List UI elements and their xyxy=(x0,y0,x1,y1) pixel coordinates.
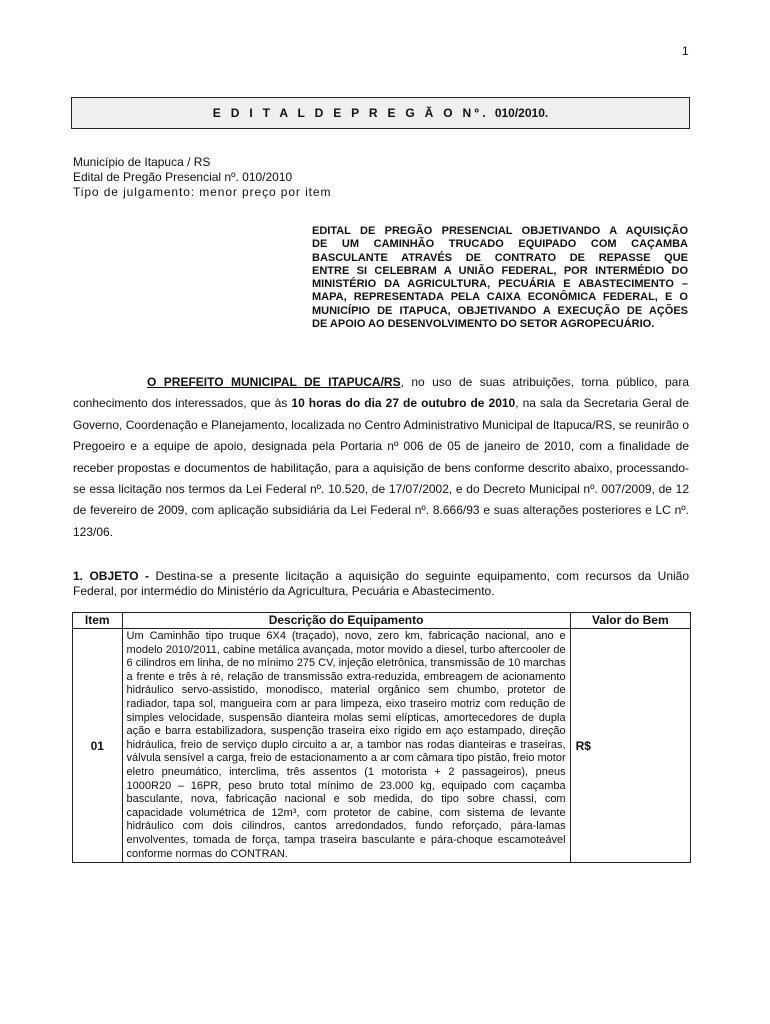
edital-title: E D I T A L D E P R E G Ã O Nº. xyxy=(212,106,489,120)
edital-title-box xyxy=(71,97,690,129)
edital-reference-line: Edital de Pregão Presencial nº. 010/2010 xyxy=(73,170,293,184)
table-row xyxy=(73,629,691,863)
summary-line: BASCULANTE ATRAVÉS DE CONTRATO DE REPASSE QUE xyxy=(312,251,688,264)
edital-number: 010/2010. xyxy=(494,106,549,120)
summary-line: ENTRE SI CELEBRAM A UNIÃO FEDERAL, POR INTERMÉDIO DO xyxy=(312,264,688,277)
summary-line: MUNICÍPIO DE ITAPUCA, OBJETIVANDO A EXECUÇÃO DE AÇÕES xyxy=(312,304,688,317)
item-number: 01 xyxy=(73,629,123,863)
object-text: Destina-se a presente licitação a aquisição do seguinte equipamento, com recursos da União Federal, por intermédio do Ministério da Agricultura, Pecuária e Abastecimento. xyxy=(73,569,690,598)
item-description: Um Caminhão tipo truque 6X4 (traçado), novo, zero km, fabricação nacional, ano e modelo 2010/2011, cabine metálica avançada, motor movido a diesel, turbo aftercooler de 6 cilindros em linha, de no mínimo 275 CV, injeção eletrônica, transmissão de 10 marchas a frente e três à ré, relação de transmissão extra-reduzida, embreagem de acionamento hidráulico servo-assistido, monodisco, material orgânico sem chumbo, protetor de radiador, tapa sol, mangueira com ar para limpeza, eixo traseiro motriz com redução de simples velocidade, suspensão dianteira molas semi elípticas, amortecedores de dupla ação e barra estabilizadora, suspenção traseira eixo rígido em aço estampado, direção hidráulica, freio de serviço duplo circuito a ar, a tambor nas rodas dianteiras e traseiras, válvula sensível a carga, freio de estacionamento a ar com câmara tipo pistão, freio motor eletro pneumático, interclima, três assentos (1 motorista + 2 passageiros), pneus 1000R20 – 16PR, peso bruto total mínimo de 23.000 kg, equipado com caçamba basculante, nova, fabricação nacional e sob medida, do tipo sobre chassi, com capacidade volumétrica de 12m³, com protetor de cabine, com sistema de levante hidráulico com dois cilindros, cantos arredondados, fundo reforçado, pára-lamas envolventes, tomada de força, tampa traseira basculante e pára-choque escamoteável conforme normas do CONTRAN. xyxy=(122,629,570,863)
preamble-text-2: , na sala da Secretaria Geral de Governo, Coordenação e Planejamento, localizada no Centro Administrativo Municipal de Itapuca/RS, se reunirão o Pregoeiro e a equipe de apoio, designada pela Portaria nº 006 de 05 de janeiro de 2010, com a finalidade de receber propostas e documentos de habilitação, para a aquisição de bens conforme descrito abaixo, processando-se essa licitação nos termos da Lei Federal nº. 10.520, de 17/07/2002, e do Decreto Municipal nº. 007/2009, de 12 de fevereiro de 2009, com aplicação subsidiária da Lei Federal nº. 8.666/93 e suas alterações posteriores e LC nº. 123/06. xyxy=(73,396,689,539)
summary-line: MINISTÉRIO DA AGRICULTURA, PECUÁRIA E ABASTECIMENTO – xyxy=(312,278,688,291)
header-item: Item xyxy=(73,613,123,629)
mayor-heading: O PREFEITO MUNICIPAL DE ITAPUCA/RS xyxy=(147,375,401,389)
session-datetime: 10 horas do dia 27 de outubro de 2010 xyxy=(291,396,516,411)
table-header-row xyxy=(73,613,691,629)
header-description: Descrição do Equipamento xyxy=(122,613,570,629)
object-heading: 1. OBJETO - xyxy=(73,569,150,583)
judgment-type-line: Tipo de julgamento: menor preço por item xyxy=(73,185,332,199)
page-number: 1 xyxy=(682,44,689,58)
equipment-table xyxy=(72,612,691,863)
preamble-paragraph xyxy=(73,372,689,543)
header-value: Valor do Bem xyxy=(570,613,690,629)
summary-line: DE UM CAMINHÃO TRUCADO EQUIPADO COM CAÇAMBA xyxy=(312,238,688,251)
edital-summary xyxy=(312,225,688,331)
summary-line: EDITAL DE PREGÃO PRESENCIAL OBJETIVANDO A AQUISIÇÃO xyxy=(312,225,688,237)
intro-block xyxy=(73,155,331,200)
summary-line: DE APOIO AO DESENVOLVIMENTO DO SETOR AGROPECUÁRIO. xyxy=(312,318,655,331)
object-section xyxy=(73,569,689,599)
municipality-line: Município de Itapuca / RS xyxy=(73,155,211,169)
summary-line: MAPA, REPRESENTADA PELA CAIXA ECONÔMICA FEDERAL, E O xyxy=(312,291,688,304)
preamble-text-1: , no uso de suas atribuições, torna público, para conhecimento dos interessados, que às xyxy=(73,375,689,411)
item-value: R$ xyxy=(570,629,690,863)
